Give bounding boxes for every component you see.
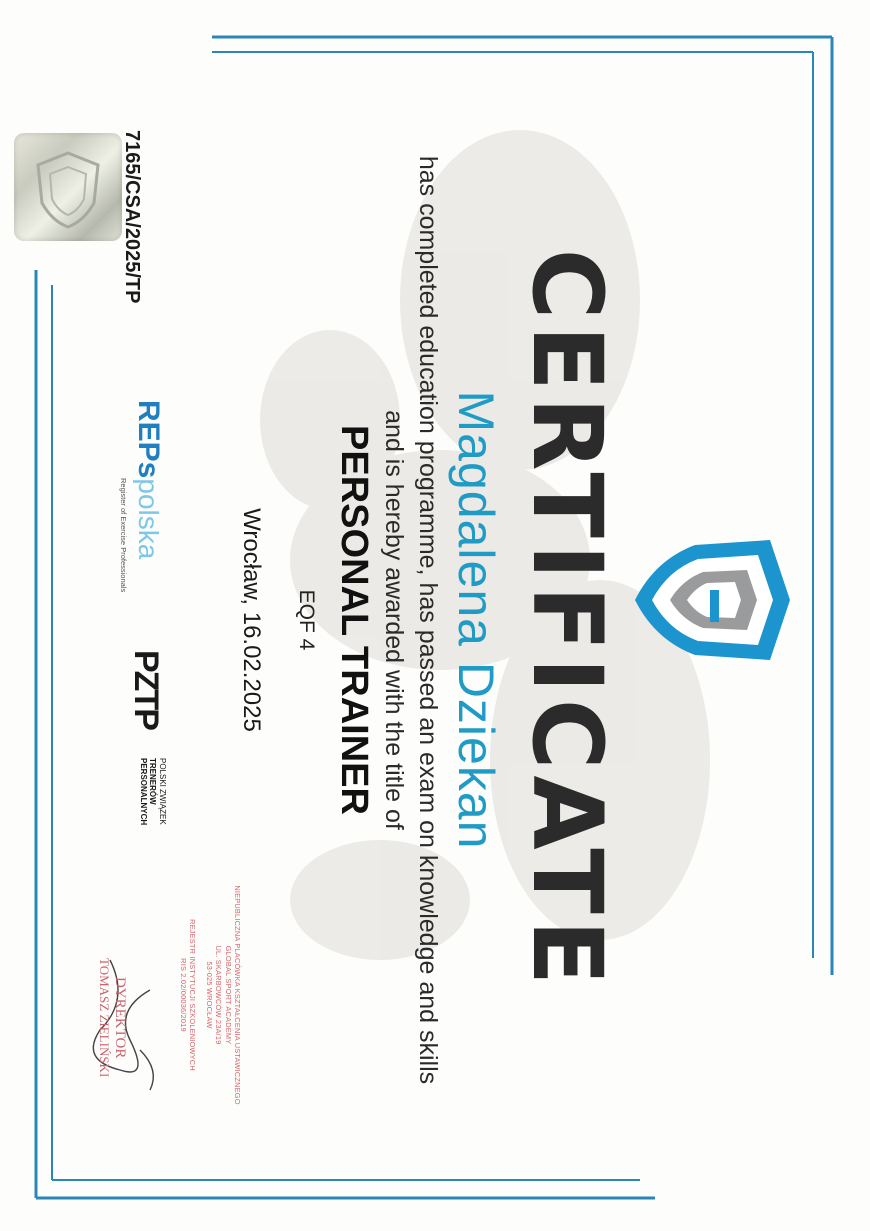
course-title: PERSONAL TRAINER	[333, 425, 375, 815]
recipient-name: Magdalena Dziekan	[448, 390, 504, 850]
reps-logo-polska: polska	[133, 478, 164, 560]
pztp-line-1: POLSKI ZWIĄZEK	[158, 758, 167, 825]
pztp-line-3: PERSONALNYCH	[138, 758, 148, 826]
reps-logo-main: REPs	[132, 400, 165, 479]
certificate-title: CERTIFICATE	[511, 248, 623, 992]
stamp-line-3: UL. SKARBOWCÓW 23A/19	[214, 945, 224, 1045]
stamp-line-4: 53-025 WROCŁAW	[205, 961, 215, 1029]
pztp-line-2: TRENERÓW	[148, 758, 158, 805]
stamp-line-2: GLOBAL SPORT ACADEMY	[223, 945, 233, 1045]
director-stamp	[97, 958, 128, 1077]
description-line-2: and is hereby awarded with the title of	[380, 410, 408, 830]
director-name: TOMASZ ZIELIŃSKI	[97, 958, 113, 1078]
institution-stamp	[179, 860, 243, 1130]
description-line-1: has completed education programme, has passed an exam on knowledge and skills	[414, 155, 442, 1085]
pztp-logo-mark: PZTP	[127, 650, 165, 729]
certificate-number: 7165/CSA/2025/TP	[121, 130, 143, 304]
stamp-line-5: REJESTR INSTYTUCJI SZKOLENIOWYCH	[188, 919, 197, 1071]
pztp-logo-text	[138, 758, 167, 825]
director-title: DYREKTOR	[112, 976, 128, 1059]
stamp-line-1: NIEPUBLICZNA PLACÓWKA KSZTAŁCENIA USTAWICZNEGO	[233, 885, 242, 1105]
qualification-level: EQF 4	[295, 589, 318, 651]
place-and-date: Wrocław, 16.02.2025	[238, 508, 265, 732]
stamp-line-6: RIS 2.02/00036/2019	[178, 958, 188, 1032]
pztp-logo	[126, 650, 165, 729]
reps-logo-subtitle: Register of Exercise Professionals	[119, 478, 128, 593]
reps-polska-logo	[131, 400, 165, 559]
